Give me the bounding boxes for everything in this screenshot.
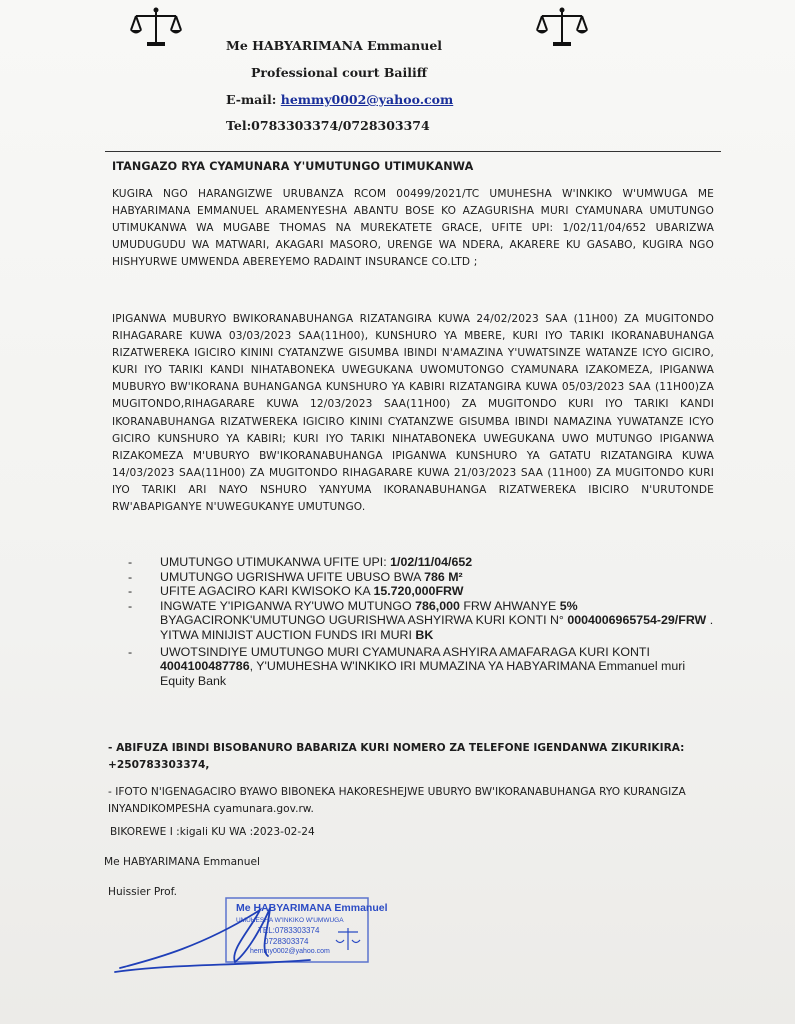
stamp-name: Me HABYARIMANA Emmanuel	[236, 902, 388, 914]
list-item: - UWOTSINDIYE UMUTUNGO MURI CYAMUNARA ASHYIRA AMAFARAGA KURI KONTI 4004100487786, Y'UMUHESHA W'INKIKO IRI MUMAZINA YA HABYARIMANA Emmanuel muri Equity Bank	[128, 644, 686, 688]
telephone-line: Tel:0783303374/0728303374	[226, 118, 430, 133]
property-details-list	[128, 555, 718, 688]
notice-title: ITANGAZO RYA CYAMUNARA Y'UMUTUNGO UTIMUKANWA	[112, 160, 474, 173]
stamp-role: UMUHESHA W'INKIKO W'UMWUGA	[236, 917, 344, 924]
photo-info: - IFOTO N'IGENAGACIRO BYAWO BIBONEKA HAKORESHEJWE UBURYO BW'IKORANABUHANGA RYO KURANGIZA INYANDIKOMPESHA cyamunara.gov.rw.	[108, 786, 686, 815]
list-item: - UMUTUNGO UTIMUKANWA UFITE UPI: 1/02/11/04/652	[128, 555, 473, 569]
bailiff-role: Professional court Bailiff	[251, 65, 428, 80]
email-link[interactable]: hemmy0002@yahoo.com	[280, 92, 454, 107]
signer-name: Me HABYARIMANA Emmanuel	[104, 856, 260, 868]
stamp-tel-1: TEL:0783303374	[258, 926, 320, 935]
bailiff-name: Me HABYARIMANA Emmanuel	[226, 38, 443, 53]
stamp-email: hemmy0002@yahoo.com	[250, 948, 330, 955]
written-place-date: BIKOREWE I :kigali KU WA :2023-02-24	[110, 826, 315, 838]
scales-of-justice-icon	[128, 6, 184, 50]
list-item: - UMUTUNGO UGRISHWA UFITE UBUSO BWA 786 M²	[128, 569, 463, 584]
signature	[110, 890, 320, 980]
scales-of-justice-icon	[534, 6, 590, 50]
email-label: E-mail:	[226, 92, 281, 107]
email-line	[226, 92, 453, 107]
contact-info: - ABIFUZA IBINDI BISOBANURO BABARIZA KURI NOMERO ZA TELEFONE IGENDANWA ZIKURIKIRA: +250783303374,	[108, 742, 685, 771]
header-divider	[105, 151, 721, 152]
stamp-tel-2: 0728303374	[264, 937, 309, 946]
paragraph-auction-schedule: IPIGANWA MUBURYO BWIKORANABUHANGA RIZATANGIRA KUWA 24/02/2023 SAA (11H00) ZA MUGITONDO RIHAGARARE KUWA 03/03/2023 SAA(11H00), KUNSHURO YA MBERE, KURI IYO TARIKI IKORANABUHANGA RIZATWEREKA IGICIRO KININI CYATANZWE GISUMBA IBINDI N'AMAZINA Y'UWATSINZE WATANZE ICYO GICIRO, KURI IYO TARIKI KANDI NIHATABONEKA UWEGUKANA UWOMUTONGO CYAMUNARA IZAKOMEZA, IPIGANWA MUBURYO BW'IKORANA BUHANGANGA KUNSHURO YA KABIRI RIZATANGIRA KUWA 05/03/2023 SAA (11H00)ZA MUGITONDO,RIHAGARARE KUWA 12/03/2023 SAA(11H00) ZA MUGITONDO KURI IYO TARIKI KANDI IKORANABUHANGA RIZATWEREKA IGICIRO KININI CYATANZWE GISUMBA IBINDI NAMAZINA YUWATANZE ICYO GICIRO KUNSHURO YA KABIRI; KURI IYO TARIKI NIHATABONEKA UWEGUKANA UWO MUTUNGO IPIGANWA RIZAKOMEZA M'UBURYO BW'IKORANABUHANGA IPIGANWA KUNSHURO YA GATATU RIZATANGIRA KUWA 14/03/2023 SAA(11H00) ZA MUGITONDO RIHAGARARE KUWA 21/03/2023 SAA (11H00) ZA MUGITONDO KURI IYO TARIKI ARI NAYO NSHURO YANYUMA IKORANABUHANGA RIZATWEREKA IBICIRO N'URUTONDE RW'ABAPIGANYE N'UWEGUKANYE UMUTUNGO.	[112, 313, 714, 514]
paragraph-intro: KUGIRA NGO HARANGIZWE URUBANZA RCOM 00499/2021/TC UMUHESHA W'INKIKO W'UMWUGA ME HABYARIMANA EMMANUEL ARAMENYESHA ABANTU BOSE KO AZAGURISHA MURI CYAMUNARA UMUTUNGO UTIMUKANWA WA MUGABE THOMAS NA MUREKATETE GRACE, UFITE UPI: 1/02/11/04/652 UBARIZWA UMUDUGUDU WA MATWARI, AKAGARI MASORO, URENGE WA NDERA, AKARERE KU GASABO, KUGIRA NGO HISHYURWE UMWENDA ABEREYEMO RADAINT INSURANCE CO.LTD ;	[112, 188, 714, 269]
list-item: - INGWATE Y'IPIGANWA RY'UWO MUTUNGO 786,000 FRW AHWANYE 5% BYAGACIRONK'UMUTUNGO UGURISHWA ASHYIRWA KURI KONTI N° 0004006965754-29/FRW . YITWA MINIJIST AUCTION FUNDS IRI MURI BK	[128, 598, 714, 642]
list-item: - UFITE AGACIRO KARI KWISOKO KA 15.720,000FRW	[128, 584, 464, 599]
signer-title: Huissier Prof.	[108, 886, 177, 898]
